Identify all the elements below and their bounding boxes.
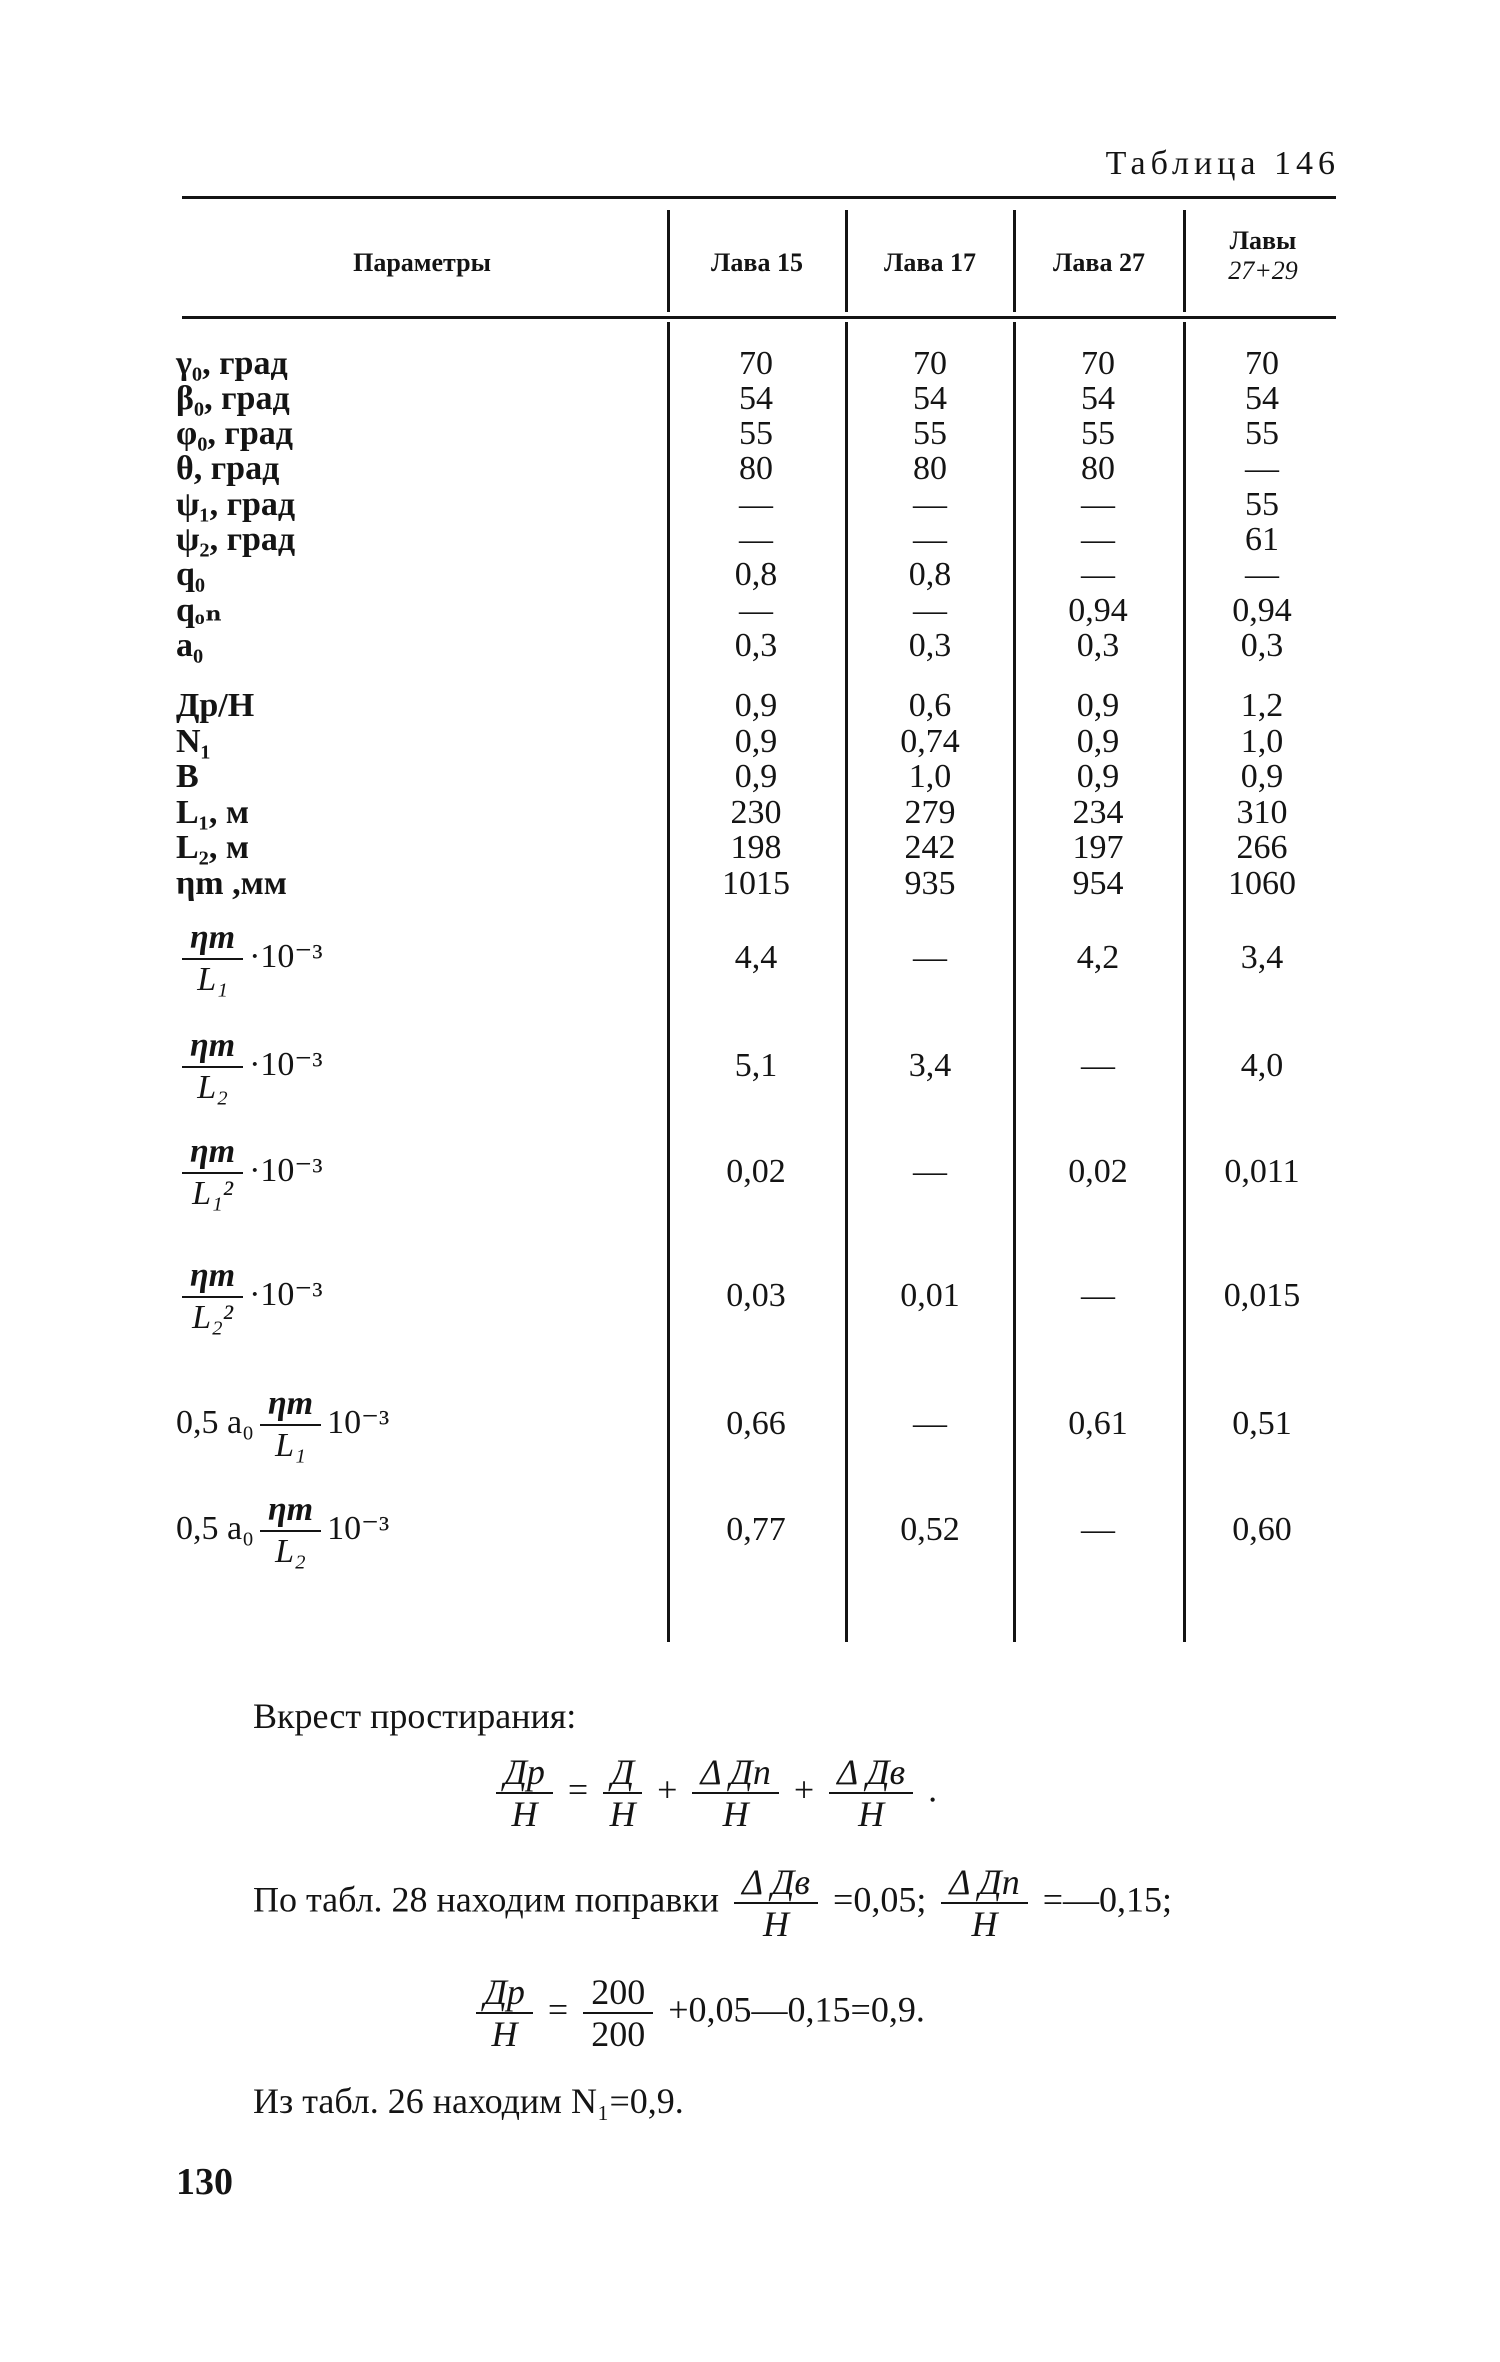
table-cell: 310 bbox=[1236, 794, 1288, 831]
eq1-t3-den: H bbox=[858, 1794, 885, 1834]
table-cell: — bbox=[1081, 521, 1115, 558]
table-cell: 0,3 bbox=[908, 627, 952, 664]
header-col2: Лава 17 bbox=[884, 248, 976, 277]
formula-den: L₁² bbox=[192, 1175, 234, 1212]
eq3-fraction bbox=[583, 1972, 653, 2054]
table-cell: 80 bbox=[913, 450, 947, 487]
param-label: β₀, град bbox=[176, 380, 290, 417]
formula-tail: ·10⁻³ bbox=[249, 1045, 323, 1083]
table-cell: — bbox=[1245, 556, 1279, 593]
table-cell: — bbox=[1081, 486, 1115, 523]
table-cell: 279 bbox=[904, 794, 956, 831]
table-cell: 4,4 bbox=[734, 939, 778, 976]
header-divider bbox=[667, 210, 670, 312]
table-cell: — bbox=[739, 521, 773, 558]
table-cell: — bbox=[739, 486, 773, 523]
param-formula bbox=[176, 1026, 323, 1108]
param-label: B bbox=[176, 758, 199, 795]
param-label: N₁ bbox=[176, 723, 211, 760]
formula-tail: ·10⁻³ bbox=[249, 1151, 323, 1189]
table-cell: 197 bbox=[1072, 829, 1124, 866]
table-cell: 0,02 bbox=[726, 1153, 786, 1190]
table-cell: 0,3 bbox=[1076, 627, 1120, 664]
table-cell: 0,015 bbox=[1223, 1277, 1301, 1314]
formula-num: ηm bbox=[260, 1384, 321, 1426]
table-cell: 0,77 bbox=[726, 1511, 786, 1548]
param-formula bbox=[176, 1132, 323, 1214]
formula-tail: ·10⁻³ bbox=[249, 1275, 323, 1313]
eq1-t1-num: Д bbox=[611, 1752, 635, 1792]
formula-den: L₂ bbox=[197, 1069, 228, 1106]
param-label: ψ₂, град bbox=[176, 521, 296, 558]
formula-fraction bbox=[182, 1256, 243, 1338]
header-col3: Лава 27 bbox=[1053, 248, 1145, 277]
formula-num: ηm bbox=[182, 918, 243, 960]
table-cell: 0,02 bbox=[1068, 1153, 1128, 1190]
table-cell: 0,9 bbox=[734, 687, 778, 724]
formula-fraction bbox=[182, 918, 243, 1000]
table-cell: 1015 bbox=[722, 865, 790, 902]
table-cell: 0,011 bbox=[1224, 1153, 1300, 1190]
param-label: q₀ bbox=[176, 556, 206, 593]
header-col4 bbox=[1188, 226, 1338, 286]
formula-fraction bbox=[182, 1026, 243, 1108]
formula-prefix: 0,5 a₀ bbox=[176, 1403, 254, 1441]
param-label: φ₀, град bbox=[176, 415, 293, 452]
param-label: L₂, м bbox=[176, 829, 250, 866]
correction-dv-value: =0,05; bbox=[833, 1879, 927, 1920]
table-cell: 0,9 bbox=[1076, 687, 1120, 724]
header-divider bbox=[845, 210, 848, 312]
table-cell: — bbox=[1081, 556, 1115, 593]
table-cell: 4,0 bbox=[1240, 1047, 1284, 1084]
table-cell: 70 bbox=[913, 345, 947, 382]
param-label: ψ₁, град bbox=[176, 486, 296, 523]
table-cell: 80 bbox=[1081, 450, 1115, 487]
formula-den: L₁ bbox=[275, 1427, 306, 1464]
formula-fraction bbox=[260, 1384, 321, 1466]
table-cell: 230 bbox=[730, 794, 782, 831]
table-cell: 0,61 bbox=[1068, 1405, 1128, 1442]
eq1-equals: = bbox=[567, 1769, 589, 1810]
table-cell: 0,52 bbox=[900, 1511, 960, 1548]
table-cell: 0,94 bbox=[1232, 592, 1292, 629]
param-formula bbox=[176, 1384, 389, 1466]
table-caption: Таблица 146 bbox=[1105, 145, 1340, 182]
table-cell: 935 bbox=[904, 865, 956, 902]
eq3-den: 200 bbox=[591, 2014, 646, 2054]
formula-den: L₂ bbox=[275, 1533, 306, 1570]
header-col4-line2: 27+29 bbox=[1228, 256, 1298, 285]
formula-tail: 10⁻³ bbox=[327, 1509, 390, 1547]
eq3-lhs bbox=[476, 1972, 533, 2054]
formula-num: ηm bbox=[182, 1256, 243, 1298]
eq1-t2 bbox=[692, 1752, 778, 1834]
table-cell: 242 bbox=[904, 829, 956, 866]
formula-num: ηm bbox=[260, 1490, 321, 1532]
equation-3 bbox=[470, 1972, 925, 2054]
table-cell: 3,4 bbox=[1240, 939, 1284, 976]
table-cell: 54 bbox=[1245, 380, 1279, 417]
eq1-t2-num: Δ Дп bbox=[700, 1752, 771, 1792]
final-line: Из табл. 26 находим N₁=0,9. bbox=[253, 2081, 684, 2121]
table-cell: 70 bbox=[739, 345, 773, 382]
table-cell: — bbox=[1081, 1277, 1115, 1314]
table-cell: 0,9 bbox=[1076, 723, 1120, 760]
table-top-rule bbox=[182, 196, 1336, 199]
eq1-plus: + bbox=[657, 1769, 678, 1810]
table-cell: 234 bbox=[1072, 794, 1124, 831]
table-cell: 55 bbox=[1081, 415, 1115, 452]
param-label: ηm ,мм bbox=[176, 865, 287, 902]
table-cell: 0,03 bbox=[726, 1277, 786, 1314]
table-cell: 0,60 bbox=[1232, 1511, 1292, 1548]
formula-tail: ·10⁻³ bbox=[249, 937, 323, 975]
eq3-lhs-den: H bbox=[491, 2014, 518, 2054]
eq1-plus: + bbox=[793, 1769, 815, 1810]
table-cell: 0,9 bbox=[734, 758, 778, 795]
table-cell: 70 bbox=[1081, 345, 1115, 382]
table-header-rule bbox=[182, 316, 1336, 319]
formula-prefix: 0,5 a₀ bbox=[176, 1509, 254, 1547]
table-cell: 1,0 bbox=[908, 758, 952, 795]
table-cell: — bbox=[1081, 1511, 1115, 1548]
table-cell: 1,2 bbox=[1240, 687, 1284, 724]
table-cell: 0,94 bbox=[1068, 592, 1128, 629]
eq1-t3 bbox=[829, 1752, 913, 1834]
correction-dp-num: Δ Дп bbox=[949, 1862, 1020, 1902]
page-number: 130 bbox=[176, 2161, 233, 2203]
formula-fraction bbox=[260, 1490, 321, 1572]
cross-strike-heading: Вкрест простирания: bbox=[253, 1696, 577, 1736]
correction-dv-den: H bbox=[763, 1904, 789, 1944]
table-cell: 0,51 bbox=[1232, 1405, 1292, 1442]
table-cell: 0,8 bbox=[908, 556, 952, 593]
param-label: qₒₙ bbox=[176, 592, 223, 629]
table-cell: — bbox=[913, 1153, 947, 1190]
table-cell: — bbox=[1081, 1047, 1115, 1084]
eq3-equals: = bbox=[547, 1989, 569, 2030]
table-cell: 0,8 bbox=[734, 556, 778, 593]
table-cell: 55 bbox=[1245, 486, 1279, 523]
table-cell: 3,4 bbox=[908, 1047, 952, 1084]
param-label: Дp/H bbox=[176, 687, 255, 724]
header-col4-line1: Лавы bbox=[1229, 226, 1297, 255]
table-cell: 0,9 bbox=[1240, 758, 1284, 795]
table-cell: — bbox=[913, 939, 947, 976]
equation-1 bbox=[490, 1752, 937, 1834]
table-cell: 0,6 bbox=[908, 687, 952, 724]
table-cell: 54 bbox=[913, 380, 947, 417]
table-cell: 0,9 bbox=[734, 723, 778, 760]
eq1-t3-num: Δ Дв bbox=[837, 1752, 906, 1792]
formula-fraction bbox=[182, 1132, 243, 1214]
table-cell: 55 bbox=[913, 415, 947, 452]
table-cell: 54 bbox=[1081, 380, 1115, 417]
formula-tail: 10⁻³ bbox=[327, 1403, 390, 1441]
formula-den: L₁ bbox=[197, 961, 228, 998]
table-cell: 0,3 bbox=[1240, 627, 1284, 664]
eq1-lhs bbox=[496, 1752, 553, 1834]
table-cell: 55 bbox=[739, 415, 773, 452]
table-cell: — bbox=[913, 521, 947, 558]
table-cell: 55 bbox=[1245, 415, 1279, 452]
formula-num: ηm bbox=[182, 1132, 243, 1174]
param-formula bbox=[176, 1256, 323, 1338]
correction-dv bbox=[734, 1862, 818, 1944]
eq1-t2-den: H bbox=[722, 1794, 749, 1834]
eq1-lhs-den: H bbox=[511, 1794, 538, 1834]
table-cell: — bbox=[913, 1405, 947, 1442]
corrections-line bbox=[253, 1862, 1172, 1944]
table-cell: — bbox=[739, 592, 773, 629]
table-cell: — bbox=[913, 486, 947, 523]
param-formula bbox=[176, 918, 323, 1000]
table-cell: 266 bbox=[1236, 829, 1288, 866]
param-label: a₀ bbox=[176, 627, 204, 664]
table-cell: 61 bbox=[1245, 521, 1279, 558]
column-divider bbox=[667, 322, 670, 1642]
param-label: L₁, м bbox=[176, 794, 250, 831]
correction-dp-value: =—0,15; bbox=[1042, 1879, 1173, 1920]
param-label: γ₀, град bbox=[176, 345, 288, 382]
param-formula bbox=[176, 1490, 389, 1572]
table-cell: 0,3 bbox=[734, 627, 778, 664]
header-param: Параметры bbox=[353, 248, 491, 277]
table-cell: 954 bbox=[1072, 865, 1124, 902]
table-cell: 1,0 bbox=[1240, 723, 1284, 760]
table-cell: 80 bbox=[739, 450, 773, 487]
table-cell: 0,74 bbox=[900, 723, 960, 760]
header-divider bbox=[1183, 210, 1186, 312]
table-cell: 1060 bbox=[1228, 865, 1296, 902]
eq1-t1-den: H bbox=[609, 1794, 636, 1834]
table-cell: 70 bbox=[1245, 345, 1279, 382]
param-label: θ, град bbox=[176, 450, 280, 487]
table-cell: 0,66 bbox=[726, 1405, 786, 1442]
eq3-lhs-num: Дp bbox=[484, 1972, 525, 2012]
eq1-t1 bbox=[603, 1752, 642, 1834]
eq3-tail: +0,05—0,15=0,9. bbox=[668, 1989, 925, 2030]
header-divider bbox=[1013, 210, 1016, 312]
formula-num: ηm bbox=[182, 1026, 243, 1068]
eq1-lhs-num: Дp bbox=[504, 1752, 545, 1792]
table-cell: — bbox=[913, 592, 947, 629]
corrections-text: По табл. 28 находим поправки bbox=[253, 1879, 719, 1920]
correction-dv-num: Δ Дв bbox=[742, 1862, 811, 1902]
table-cell: 5,1 bbox=[734, 1047, 778, 1084]
header-col1: Лава 15 bbox=[711, 248, 803, 277]
table-cell: 4,2 bbox=[1076, 939, 1120, 976]
table-cell: — bbox=[1245, 450, 1279, 487]
eq3-num: 200 bbox=[583, 1972, 653, 2014]
correction-dp bbox=[941, 1862, 1027, 1944]
table-cell: 0,9 bbox=[1076, 758, 1120, 795]
table-cell: 0,01 bbox=[900, 1277, 960, 1314]
eq1-end: . bbox=[928, 1769, 938, 1810]
table-cell: 54 bbox=[739, 380, 773, 417]
table-cell: 198 bbox=[730, 829, 782, 866]
formula-den: L₂² bbox=[192, 1299, 234, 1336]
correction-dp-den: H bbox=[971, 1904, 998, 1944]
